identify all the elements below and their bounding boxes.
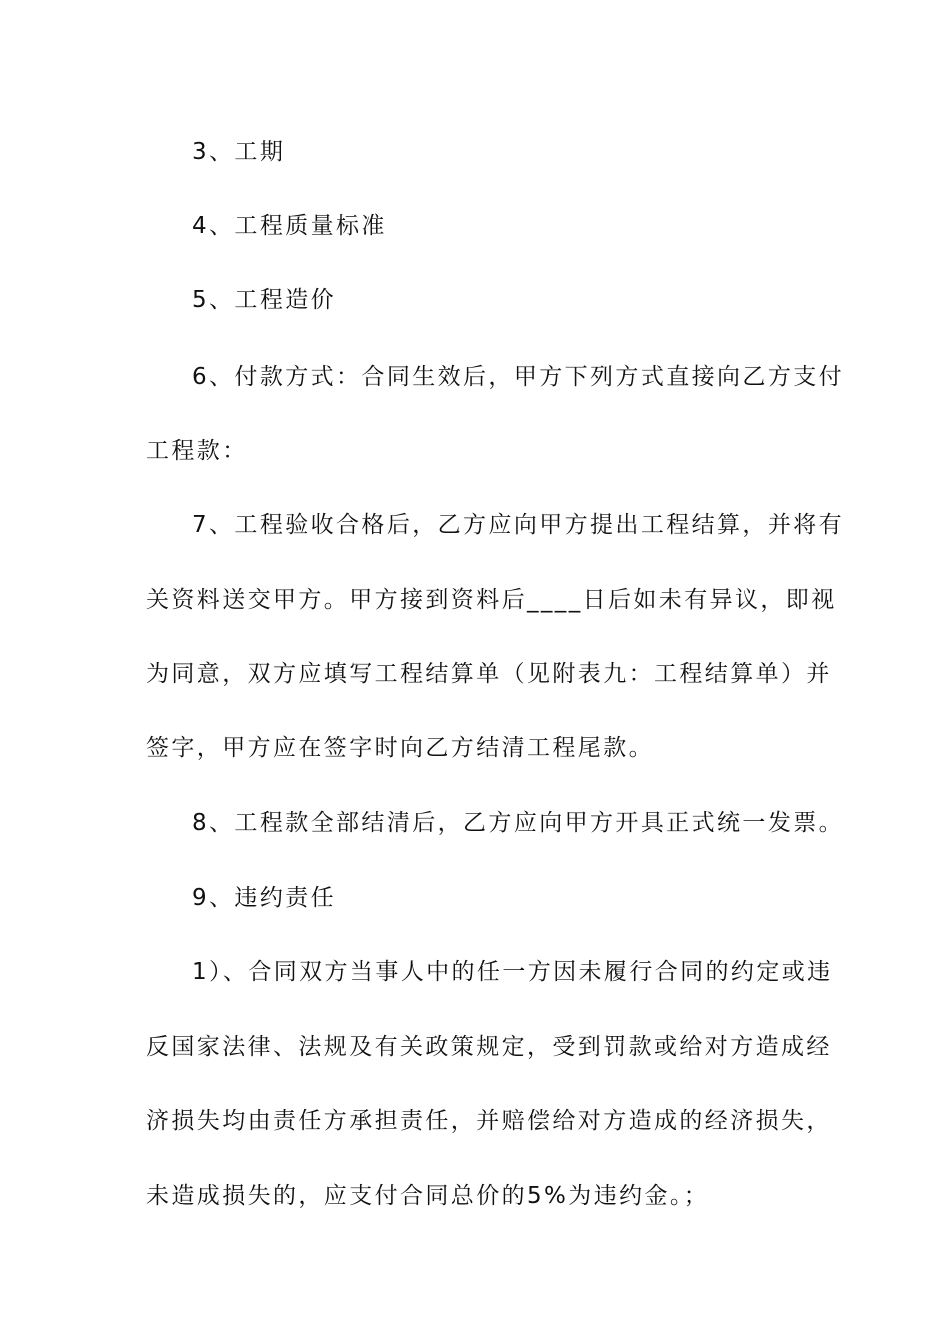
item-3-duration: 3、工期 <box>192 139 286 165</box>
item-7-acceptance-cont-1: 关资料送交甲方。甲方接到资料后____日后如未有异议，即视 <box>146 587 837 613</box>
item-8-invoice: 8、工程款全部结清后，乙方应向甲方开具正式统一发票。 <box>192 810 845 836</box>
item-9-liability-heading: 9、违约责任 <box>192 885 337 911</box>
item-6-payment-method: 6、付款方式：合同生效后，甲方下列方式直接向乙方支付 <box>192 364 845 390</box>
item-9-1-liability-cont-1: 反国家法律、法规及有关政策规定，受到罚款或给对方造成经 <box>146 1034 832 1060</box>
item-9-1-liability-cont-2: 济损失均由责任方承担责任，并赔偿给对方造成的经济损失， <box>146 1108 832 1134</box>
item-9-1-liability-cont-3: 未造成损失的，应支付合同总价的5%为违约金。； <box>146 1183 710 1209</box>
item-7-acceptance-cont-2: 为同意，双方应填写工程结算单（见附表九：工程结算单）并 <box>146 661 832 687</box>
item-5-project-cost: 5、工程造价 <box>192 287 337 313</box>
item-7-acceptance: 7、工程验收合格后，乙方应向甲方提出工程结算，并将有 <box>192 512 845 538</box>
item-7-acceptance-cont-3: 签字，甲方应在签字时向乙方结清工程尾款。 <box>146 735 654 761</box>
item-9-1-liability: 1）、合同双方当事人中的任一方因未履行合同的约定或违 <box>192 959 833 985</box>
item-4-quality-standard: 4、工程质量标准 <box>192 213 387 239</box>
item-6-payment-method-cont: 工程款： <box>146 438 248 464</box>
